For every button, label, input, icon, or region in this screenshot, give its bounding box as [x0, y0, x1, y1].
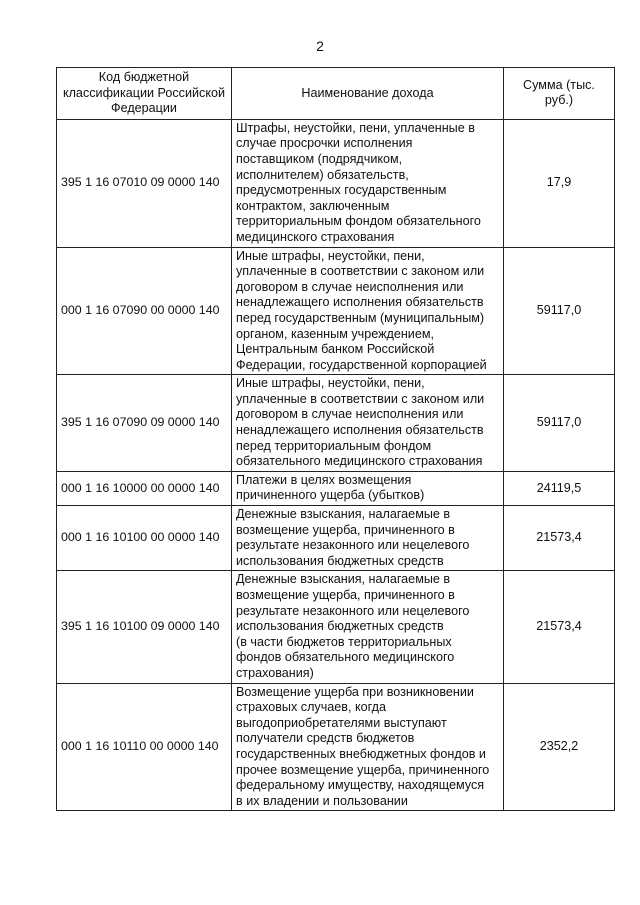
income-name-line: Штрафы, неустойки, пени, уплаченные в — [236, 120, 475, 135]
header-code: Код бюджетной классификации Российской Федерации — [57, 68, 232, 120]
income-name-line: Иные штрафы, неустойки, пени, — [236, 248, 425, 263]
page-number: 2 — [316, 38, 324, 54]
income-name-line: уплаченные в соответствии с законом или — [236, 391, 485, 406]
budget-code-cell: 000 1 16 10000 00 0000 140 — [57, 471, 232, 505]
amount-cell: 59117,0 — [504, 375, 615, 472]
income-name-cell — [232, 247, 504, 375]
income-table — [56, 67, 615, 811]
income-name-cell — [232, 119, 504, 247]
table-row — [57, 506, 615, 571]
income-name-cell — [232, 471, 504, 505]
header-sum: Сумма (тыс. руб.) — [504, 68, 615, 120]
income-name-line: исполнителем) обязательств, — [236, 167, 409, 182]
amount-cell: 21573,4 — [504, 571, 615, 683]
budget-code-cell: 000 1 16 07090 00 0000 140 — [57, 247, 232, 375]
income-name-line: контрактом, заключенным — [236, 198, 390, 213]
income-name-line: результате незаконного или нецелевого — [236, 538, 470, 553]
income-name-cell — [232, 506, 504, 571]
budget-code-cell: 395 1 16 07090 09 0000 140 — [57, 375, 232, 472]
income-name-line: федеральному имуществу, находящемуся — [236, 778, 485, 793]
income-name-line: Денежные взыскания, налагаемые в — [236, 572, 451, 587]
income-name-line: предусмотренных государственным — [236, 183, 447, 198]
amount-cell: 59117,0 — [504, 247, 615, 375]
table-row — [57, 571, 615, 683]
income-name-line: возмещение ущерба, причиненного в — [236, 588, 455, 602]
income-name-line: ненадлежащего исполнения обязательств — [236, 423, 484, 438]
amount-cell: 17,9 — [504, 119, 615, 247]
budget-code-cell: 395 1 16 07010 09 0000 140 — [57, 119, 232, 247]
income-name-line: возмещение ущерба, причиненного в — [236, 522, 455, 537]
table-row — [57, 375, 615, 472]
header-name: Наименование дохода — [232, 68, 504, 120]
income-name-line: (в части бюджетов территориальных — [236, 634, 452, 649]
income-name-line: договором в случае неисполнения или — [236, 279, 464, 294]
income-name-line: использования бюджетных средств — [236, 553, 444, 568]
income-name-line: страхования) — [236, 665, 314, 680]
income-name-line: органом, казенным учреждением, — [236, 326, 435, 341]
income-name-line: государственных внебюджетных фондов и — [236, 746, 486, 761]
income-name-line: результате незаконного или нецелевого — [236, 603, 470, 618]
income-name-line: ненадлежащего исполнения обязательств — [236, 295, 484, 310]
income-name-line: Денежные взыскания, налагаемые в — [236, 507, 451, 522]
income-name-cell — [232, 375, 504, 472]
budget-code-cell: 000 1 16 10110 00 0000 140 — [57, 683, 232, 811]
budget-code-cell: 395 1 16 10100 09 0000 140 — [57, 571, 232, 683]
income-name-line: Иные штрафы, неустойки, пени, — [236, 376, 425, 391]
income-name-cell — [232, 571, 504, 683]
table-header-row — [57, 68, 615, 120]
amount-cell: 21573,4 — [504, 506, 615, 571]
table-row — [57, 683, 615, 811]
income-name-line: Платежи в целях возмещения — [236, 472, 412, 487]
income-name-line: Возмещение ущерба при возникновении — [236, 684, 474, 699]
income-name-line: перед территориальным фондом — [236, 438, 432, 453]
income-name-line: перед государственным (муниципальным) — [236, 310, 485, 325]
income-name-line: поставщиком (подрядчиком, — [236, 151, 403, 166]
income-name-line: медицинского страхования — [236, 229, 395, 244]
income-name-line: выгодоприобретателями выступают — [236, 715, 447, 730]
income-name-line: Федерации, государственной корпорацией — [236, 357, 487, 372]
income-name-line: получатели средств бюджетов — [236, 731, 415, 746]
income-name-line: уплаченные в соответствии с законом или — [236, 264, 485, 279]
income-name-line: обязательного медицинского страхования — [236, 454, 483, 469]
income-name-line: в их владении и пользовании — [236, 793, 408, 808]
income-name-line: использования бюджетных средств — [236, 619, 444, 634]
table-row — [57, 471, 615, 505]
income-name-line: случае просрочки исполнения — [236, 136, 413, 151]
amount-cell: 2352,2 — [504, 683, 615, 811]
income-name-cell — [232, 683, 504, 811]
income-name-line: страховых случаев, когда — [236, 700, 387, 715]
income-name-line: прочее возмещение ущерба, причиненного — [236, 762, 490, 777]
income-name-line: фондов обязательного медицинского — [236, 650, 455, 665]
table-row — [57, 119, 615, 247]
income-name-line: договором в случае неисполнения или — [236, 407, 464, 422]
amount-cell: 24119,5 — [504, 471, 615, 505]
income-name-line: территориальным фондом обязательного — [236, 214, 481, 229]
income-name-line: Центральным банком Российской — [236, 342, 435, 357]
budget-code-cell: 000 1 16 10100 00 0000 140 — [57, 506, 232, 571]
income-name-line: причиненного ущерба (убытков) — [236, 488, 425, 503]
table-row — [57, 247, 615, 375]
